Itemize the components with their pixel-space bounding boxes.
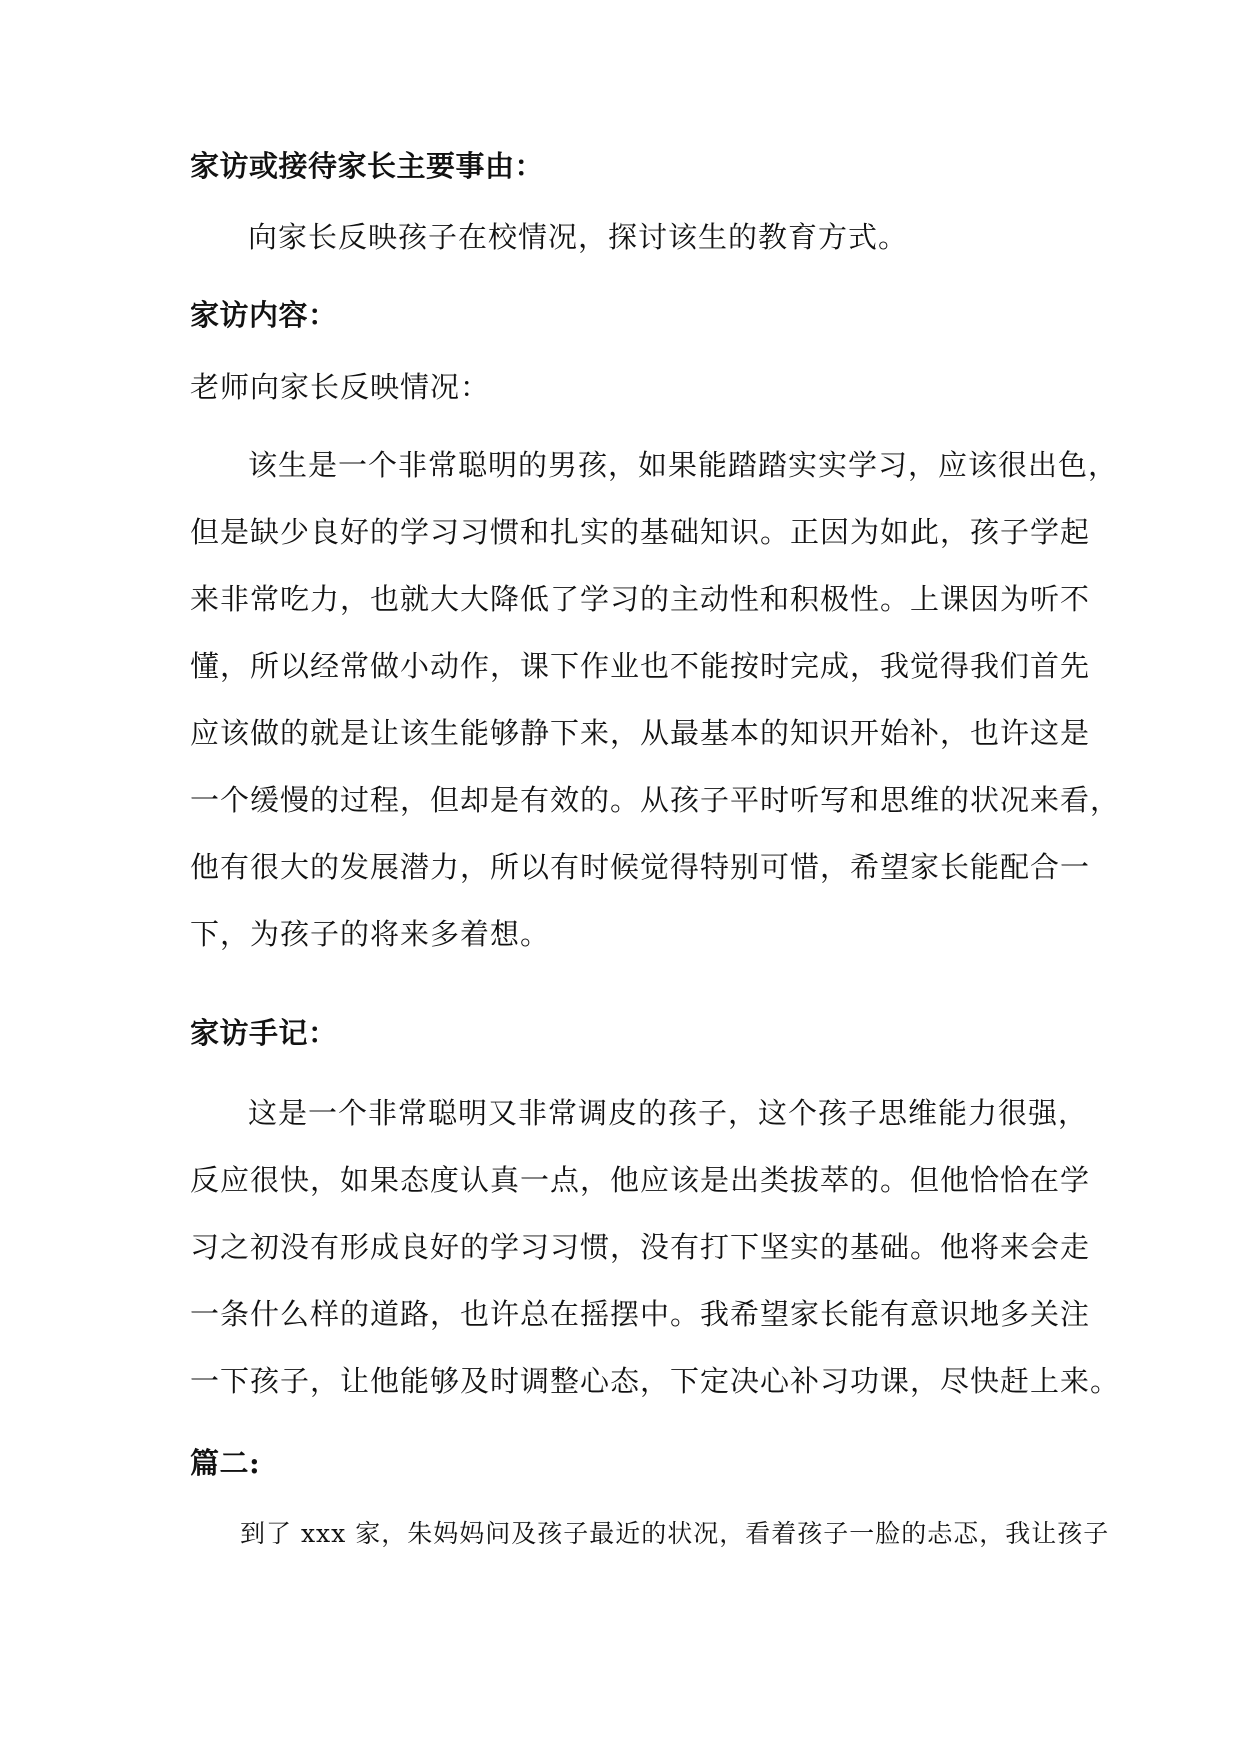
heading-visit-reason: 家访或接待家长主要事由：: [190, 149, 545, 183]
text-line: 一下孩子，让他能够及时调整心态，下定决心补习功课，尽快赶上来。: [190, 1364, 1121, 1398]
text-line: 但是缺少良好的学习习惯和扎实的基础知识。正因为如此，孩子学起: [190, 515, 1091, 549]
text-line: 该生是一个非常聪明的男孩，如果能踏踏实实学习，应该很出色，: [248, 448, 1119, 482]
text-line: 一条什么样的道路，也许总在摇摆中。我希望家长能有意识地多关注: [190, 1297, 1091, 1331]
text-line: 应该做的就是让该生能够静下来，从最基本的知识开始补，也许这是: [190, 716, 1091, 750]
text-line: 一个缓慢的过程，但却是有效的。从孩子平时听写和思维的状况来看，: [190, 783, 1121, 817]
paragraph-teacher-report: [190, 432, 1121, 968]
text-line: 懂，所以经常做小动作，课下作业也不能按时完成，我觉得我们首先: [190, 649, 1091, 683]
paragraph-visit-notes: [190, 1080, 1121, 1415]
heading-visit-notes: 家访手记：: [190, 1016, 338, 1050]
text-line: 下，为孩子的将来多着想。: [190, 917, 551, 951]
text-line: 来非常吃力，也就大大降低了学习的主动性和积极性。上课因为听不: [190, 582, 1091, 616]
paragraph-teacher-intro: 老师向家长反映情况：: [190, 370, 491, 404]
text-line: 这是一个非常聪明又非常调皮的孩子，这个孩子思维能力很强，: [248, 1096, 1089, 1130]
text-line: 反应很快，如果态度认真一点，他应该是出类拔萃的。但他恰恰在学: [190, 1163, 1091, 1197]
paragraph-visit-reason: 向家长反映孩子在校情况，探讨该生的教育方式。: [248, 220, 909, 254]
heading-visit-content: 家访内容：: [190, 298, 338, 332]
text-line: 习之初没有形成良好的学习习惯，没有打下坚实的基础。他将来会走: [190, 1230, 1091, 1264]
paragraph-part-two: 到了 xxx 家，朱妈妈问及孩子最近的状况，看着孩子一脸的忐忑，我让孩子: [240, 1519, 1110, 1548]
text-line: 他有很大的发展潜力，所以有时候觉得特别可惜，希望家长能配合一: [190, 850, 1091, 884]
heading-part-two: 篇二:: [190, 1446, 261, 1480]
